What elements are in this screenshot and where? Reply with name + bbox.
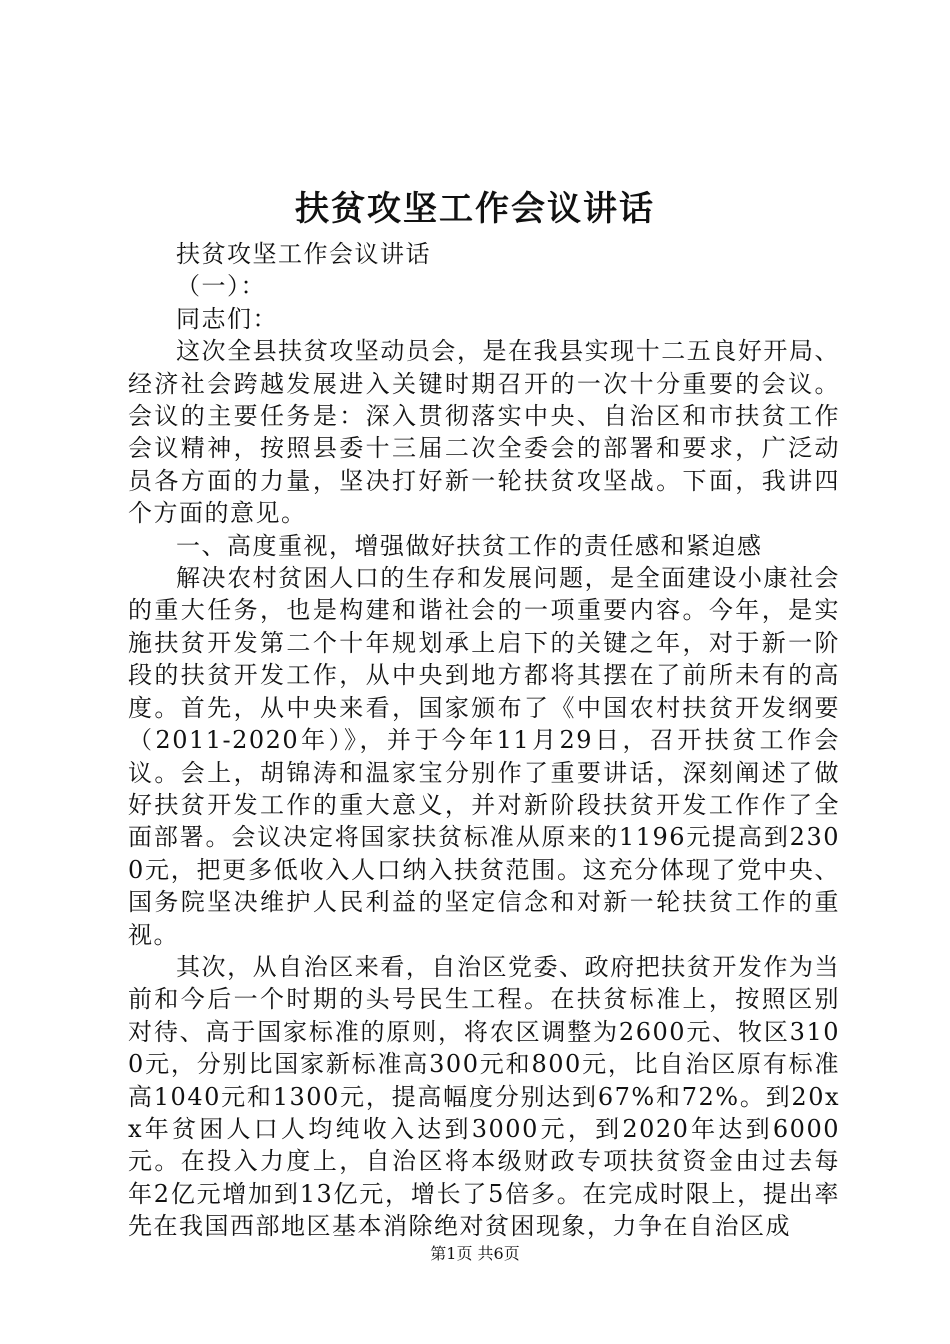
paragraph-section-marker: （一）：	[176, 272, 266, 301]
paragraph-salutation: 同志们：	[176, 304, 278, 333]
document-body	[128, 238, 840, 1243]
paragraph-opening: 这次全县扶贫攻坚动员会，是在我县实现十二五良好开局、经济社会跨越发展进入关键时期召开的一次十分重要的会议。会议的主要任务是：深入贯彻落实中央、自治区和市扶贫工作会议精神，按照县委十三届二次全委会的部署和要求，广泛动员各方面的力量，坚决打好新一轮扶贫攻坚战。下面，我讲四个方面的意见。	[128, 337, 840, 528]
paragraph-regional-policy: 其次，从自治区来看，自治区党委、政府把扶贫开发作为当前和今后一个时期的头号民生工程。在扶贫标准上，按照区别对待、高于国家标准的原则，将农区调整为2600元、牧区3100元，分别比国家新标准高300元和800元，比自治区原有标准高1040元和1300元，提高幅度分别达到67%和72%。到20xx年贫困人口人均纯收入达到3000元，到2020年达到6000元。在投入力度上，自治区将本级财政专项扶贫资金由过去每年2亿元增加到13亿元，增长了5倍多。在完成时限上，提出率先在我国西部地区基本消除绝对贫困现象，力争在自治区成	[128, 952, 840, 1241]
paragraph-heading-one: 一、高度重视，增强做好扶贫工作的责任感和紧迫感	[176, 531, 763, 560]
document-title: 扶贫攻坚工作会议讲话	[295, 189, 655, 229]
page-footer: 第1页 共6页	[430, 1244, 520, 1263]
paragraph-subtitle: 扶贫攻坚工作会议讲话	[176, 240, 431, 268]
paragraph-central-policy: 解决农村贫困人口的生存和发展问题，是全面建设小康社会的重大任务，也是构建和谐社会的一项重要内容。今年，是实施扶贫开发第二个十年规划承上启下的关键之年，对于新一阶段的扶贫开发工作，从中央到地方都将其摆在了前所未有的高度。首先，从中央来看，国家颁布了《中国农村扶贫开发纲要（2011-2020年）》，并于今年11月29日，召开扶贫工作会议。会上，胡锦涛和温家宝分别作了重要讲话，深刻阐述了做好扶贫开发工作的重大意义，并对新阶段扶贫开发工作作了全面部署。会议决定将国家扶贫标准从原来的1196元提高到2300元，把更多低收入人口纳入扶贫范围。这充分体现了党中央、国务院坚决维护人民利益的坚定信念和对新一轮扶贫工作的重视。	[128, 564, 840, 949]
